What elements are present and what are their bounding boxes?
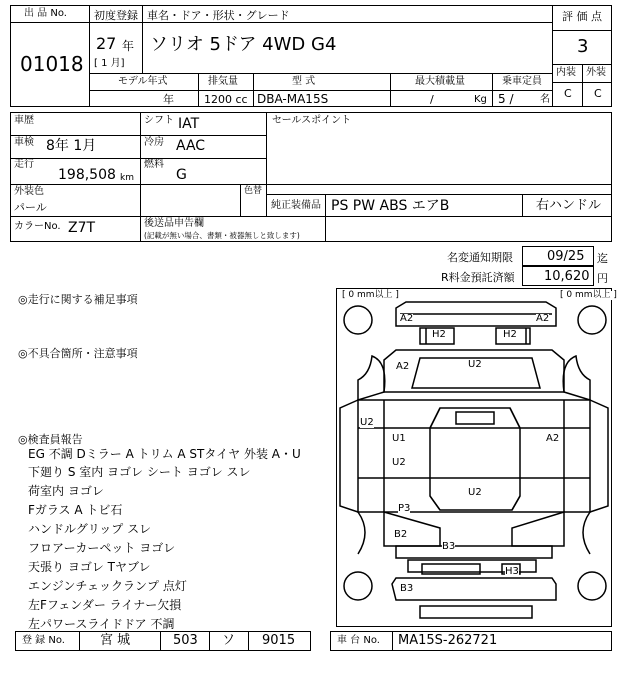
ac-value: AAC: [176, 138, 206, 154]
inspection-value: 8年 1月: [46, 138, 97, 154]
registration-number-label: 登 録 No.: [22, 635, 65, 646]
equipment-label: 純正装備品: [271, 200, 321, 211]
damage-mark: B3: [400, 583, 414, 594]
docs-label: 後送品申告欄: [144, 218, 204, 229]
recycle-unit: 円: [597, 272, 608, 285]
tire-depth-right: [ 0 mm以上 ]: [560, 290, 617, 300]
sales-point-label: セールスポイント: [272, 115, 352, 126]
equipment-value: PS PW ABS エアB: [331, 198, 450, 214]
mileage-value: 198,508: [58, 167, 116, 183]
report-line: 天張り ヨゴレ Tヤブレ: [28, 560, 151, 574]
lot-number: 01018: [20, 52, 84, 76]
report-line: 左パワースライドドア 不調: [28, 617, 175, 631]
repaint-label: 色替: [244, 186, 263, 196]
model-year-label: モデル年式: [118, 76, 168, 87]
fuel-value: G: [176, 167, 187, 183]
docs-note: (記載が無い場合、書類・被器無しと致します): [144, 231, 300, 240]
registration-year-unit: 年: [122, 39, 135, 53]
displacement-value: 1200 cc: [204, 93, 248, 106]
first-registration-label: 初度登録: [94, 9, 138, 22]
type-value: DBA-MA15S: [257, 92, 329, 106]
report-line: 左Fフェンダー ライナー欠損: [28, 598, 182, 612]
damage-mark: U2: [468, 487, 482, 498]
damage-mark: A2: [546, 433, 560, 444]
color-no-value: Z7T: [68, 220, 96, 236]
report-line: 下廻り S 室内 ヨゴレ シート ヨゴレ スレ: [28, 465, 251, 479]
damage-mark: U2: [392, 457, 406, 468]
max-load-value: /: [430, 93, 434, 106]
shift-label: シフト: [144, 115, 174, 126]
ac-label: 冷房: [144, 137, 164, 148]
capacity-value: 5 /: [498, 92, 514, 106]
damage-mark: A2: [536, 313, 550, 324]
history-label: 車歴: [14, 115, 34, 126]
fuel-label: 燃料: [144, 159, 164, 170]
damage-mark: A2: [396, 361, 410, 372]
damage-mark: A2: [400, 313, 414, 324]
registration-month: [ 1 月]: [94, 58, 125, 69]
report-line: EG 不調 Dミラー A トリム A STタイヤ 外装 A・U: [28, 447, 301, 461]
damage-mark: H3: [505, 566, 519, 577]
damage-mark: H2: [432, 329, 446, 340]
lot-label: 出 品 No.: [24, 8, 67, 19]
tire-depth-left: [ 0 mm以上 ]: [342, 290, 399, 300]
damage-mark: B2: [394, 529, 408, 540]
damage-mark: P3: [398, 503, 411, 514]
registration-area: 宮 城: [100, 633, 131, 648]
name-change-value: 09/25: [547, 249, 585, 264]
type-label: 型 式: [292, 76, 316, 87]
exterior-label: 外装: [586, 67, 606, 78]
interior-grade: C: [564, 87, 572, 100]
capacity-label: 乗車定員: [502, 76, 542, 87]
car-name-label: 車名・ドア・形状・グレード: [147, 9, 290, 22]
report-line: 荷室内 ヨゴレ: [28, 484, 104, 498]
report-line: フロアーカーペット ヨゴレ: [28, 541, 176, 555]
chassis-number: MA15S-262721: [398, 633, 498, 648]
registration-year: 27: [96, 34, 117, 53]
registration-digits: 9015: [262, 633, 296, 648]
mileage-unit: km: [120, 173, 134, 183]
capacity-unit: 名: [540, 94, 550, 105]
driving-notes-title: ◎走行に関する補足事項: [18, 293, 138, 306]
name-change-unit: 迄: [597, 252, 608, 265]
inspector-report-title: ◎検査員報告: [18, 433, 83, 446]
exterior-color-value: パール: [14, 201, 47, 214]
overall-score: 3: [577, 36, 589, 57]
report-line: ハンドルグリップ スレ: [28, 522, 152, 536]
registration-class: 503: [173, 633, 198, 648]
car-name: ソリオ 5ドア 4WD G4: [150, 34, 337, 55]
interior-label: 内装: [556, 67, 576, 78]
defects-title: ◎不具合箇所・注意事項: [18, 347, 138, 360]
damage-mark: H2: [503, 329, 517, 340]
mileage-label: 走行: [14, 159, 34, 170]
steering-value: 右ハンドル: [536, 198, 602, 213]
car-outline-diagram: [336, 288, 612, 627]
recycle-label: R料金預託済額: [441, 271, 515, 284]
damage-mark: U1: [392, 433, 406, 444]
exterior-color-label: 外装色: [14, 186, 44, 197]
max-load-unit: Kg: [474, 94, 487, 105]
recycle-value: 10,620: [544, 269, 590, 284]
name-change-label: 名変通知期限: [447, 251, 513, 264]
model-year-value: 年: [163, 93, 174, 106]
damage-mark: U2: [468, 359, 482, 370]
shift-value: IAT: [178, 116, 200, 132]
damage-mark: B3: [442, 541, 456, 552]
max-load-label: 最大積載量: [415, 76, 465, 87]
displacement-label: 排気量: [208, 76, 238, 87]
report-line: Fガラス A トビ石: [28, 503, 123, 517]
report-line: エンジンチェックランプ 点灯: [28, 579, 187, 593]
exterior-grade: C: [594, 87, 602, 100]
score-label: 評 価 点: [562, 10, 602, 23]
chassis-number-label: 車 台 No.: [337, 635, 380, 646]
registration-kana: ソ: [222, 633, 236, 648]
inspection-label: 車検: [14, 137, 34, 148]
color-no-label: カラーNo.: [14, 221, 61, 232]
damage-mark: U2: [360, 417, 374, 428]
